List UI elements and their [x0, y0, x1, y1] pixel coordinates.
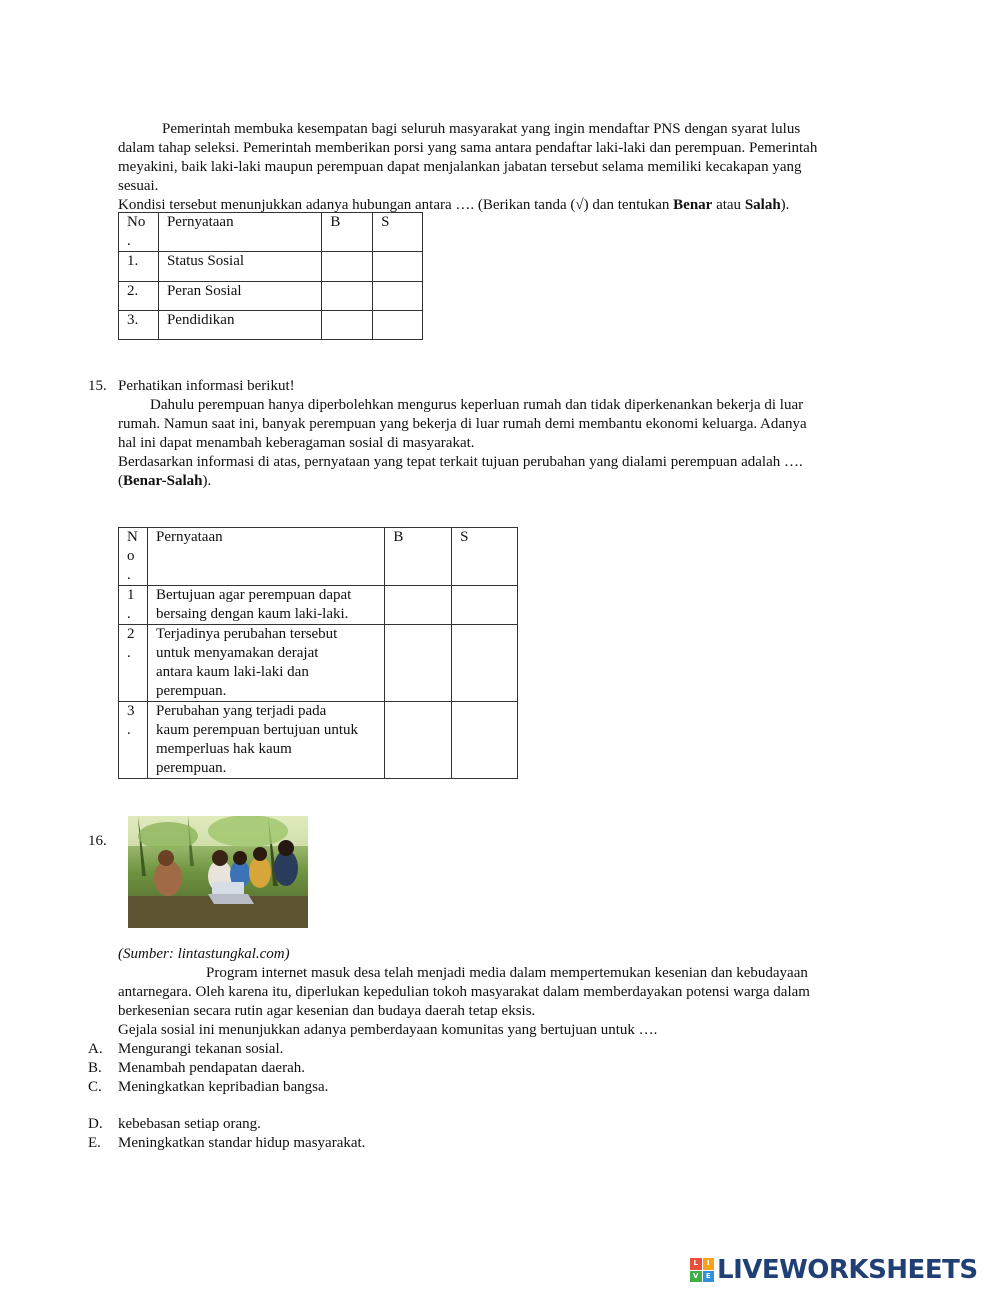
q16-para-line: Program internet masuk desa telah menjadi media dalam mempertemukan kesenian dan kebudayaan [206, 965, 808, 981]
q15-paragraph [118, 377, 888, 491]
answer-cell-b[interactable] [385, 702, 452, 779]
option-e[interactable]: Meningkatkan standar hidup masyarakat. [118, 1135, 366, 1151]
option-letter-c: C. [88, 1079, 102, 1095]
q15-answer-instruction: (Benar-Salah). [118, 473, 212, 489]
answer-cell-b[interactable] [322, 282, 373, 311]
answer-cell-s[interactable] [452, 702, 518, 779]
q15-number: 15. [88, 378, 107, 394]
option-b[interactable]: Menambah pendapatan daerah. [118, 1060, 305, 1076]
table-row [119, 252, 423, 282]
option-letter-d: D. [88, 1116, 103, 1132]
q14-answer-table [118, 212, 423, 340]
answer-cell-s[interactable] [452, 625, 518, 702]
liveworksheets-logo [690, 1254, 990, 1286]
answer-cell-s[interactable] [373, 311, 423, 340]
q14-para-line: sesuai. [118, 178, 159, 194]
q14-para-line: meyakini, baik laki-laki maupun perempuan dapat menjalankan jabatan tersebut selama memiliki kecakapan yang [118, 159, 802, 175]
header-benar: B [322, 213, 373, 252]
photo-illustration [128, 816, 308, 928]
table-row [119, 311, 423, 340]
table-row [119, 586, 518, 625]
row-number: 1 . [119, 586, 148, 625]
row-number: 1. [119, 252, 159, 282]
photo-source: (Sumber: lintastungkal.com) [118, 946, 290, 962]
row-statement: Pendidikan [158, 311, 321, 340]
option-letter-b: B. [88, 1060, 102, 1076]
answer-cell-s[interactable] [452, 586, 518, 625]
option-letter-a: A. [88, 1041, 103, 1057]
answer-cell-s[interactable] [373, 252, 423, 282]
row-statement: Bertujuan agar perempuan dapat bersaing dengan kaum laki-laki. [147, 586, 384, 625]
option-a[interactable]: Mengurangi tekanan sosial. [118, 1041, 284, 1057]
header-no: No . [119, 213, 159, 252]
answer-cell-b[interactable] [385, 625, 452, 702]
logo-mark-letter: E [703, 1271, 715, 1283]
children-laptop-photo [128, 816, 308, 928]
option-letter-e: E. [88, 1135, 101, 1151]
header-benar: B [385, 528, 452, 586]
table-header-row [119, 528, 518, 586]
q16-number: 16. [88, 833, 107, 849]
answer-cell-b[interactable] [322, 311, 373, 340]
q15-para-line: Berdasarkan informasi di atas, pernyataan yang tepat terkait tujuan perubahan yang dialami perempuan adalah …. [118, 454, 803, 470]
q16-para-line: Gejala sosial ini menunjukkan adanya pemberdayaan komunitas yang bertujuan untuk …. [118, 1022, 658, 1038]
header-salah: S [373, 213, 423, 252]
option-c[interactable]: Meningkatkan kepribadian bangsa. [118, 1079, 329, 1095]
q14-para-line: Pemerintah membuka kesempatan bagi seluruh masyarakat yang ingin mendaftar PNS dengan syarat lulus [162, 121, 801, 137]
table-header-row [119, 213, 423, 252]
q14-para-line: dalam tahap seleksi. Pemerintah memberikan porsi yang sama antara pendaftar laki-laki dan perempuan. Pemerintah [118, 140, 818, 156]
q15-para-line: rumah. Namun saat ini, banyak perempuan yang bekerja di luar rumah demi membantu ekonomi keluarga. Adanya [118, 416, 807, 432]
q14-paragraph [118, 120, 888, 215]
q16-para-line: berkesenian secara rutin agar kesenian dan budaya daerah tetap eksis. [118, 1003, 536, 1019]
row-statement: Terjadinya perubahan tersebut untuk menyamakan derajat antara kaum laki-laki dan perempuan. [147, 625, 384, 702]
logo-mark-letter: L [690, 1258, 702, 1270]
row-number: 2. [119, 282, 159, 311]
q15-answer-table [118, 527, 518, 779]
q16-para-line: antarnegara. Oleh karena itu, diperlukan kepedulian tokoh masyarakat dalam memberdayakan potensi warga dalam [118, 984, 810, 1000]
table-row [119, 282, 423, 311]
table-row [119, 702, 518, 779]
header-statement: Pernyataan [158, 213, 321, 252]
q15-para-line: Dahulu perempuan hanya diperbolehkan mengurus keperluan rumah dan tidak diperkenankan bekerja di luar [150, 397, 804, 413]
row-statement: Status Sosial [158, 252, 321, 282]
answer-cell-b[interactable] [322, 252, 373, 282]
logo-mark-letter: I [703, 1258, 715, 1270]
logo-mark-icon [690, 1258, 714, 1282]
row-number: 2 . [119, 625, 148, 702]
row-number: 3. [119, 311, 159, 340]
row-statement: Peran Sosial [158, 282, 321, 311]
answer-cell-s[interactable] [373, 282, 423, 311]
q15-para-line: hal ini dapat menambah keberagaman sosial di masyarakat. [118, 435, 475, 451]
q14-question: Kondisi tersebut menunjukkan adanya hubungan antara …. (Berikan tanda (√) dan tentukan Benar atau Salah). [118, 197, 790, 213]
table-row [119, 625, 518, 702]
logo-mark-letter: V [690, 1271, 702, 1283]
q15-title: Perhatikan informasi berikut! [118, 378, 295, 394]
row-number: 3 . [119, 702, 148, 779]
header-no: N o . [119, 528, 148, 586]
logo-text: LIVEWORKSHEETS [717, 1255, 978, 1285]
option-d[interactable]: kebebasan setiap orang. [118, 1116, 261, 1132]
answer-cell-b[interactable] [385, 586, 452, 625]
header-statement: Pernyataan [147, 528, 384, 586]
header-salah: S [452, 528, 518, 586]
row-statement: Perubahan yang terjadi pada kaum perempuan bertujuan untuk memperluas hak kaum perempuan. [147, 702, 384, 779]
q16-paragraph [118, 964, 888, 1040]
